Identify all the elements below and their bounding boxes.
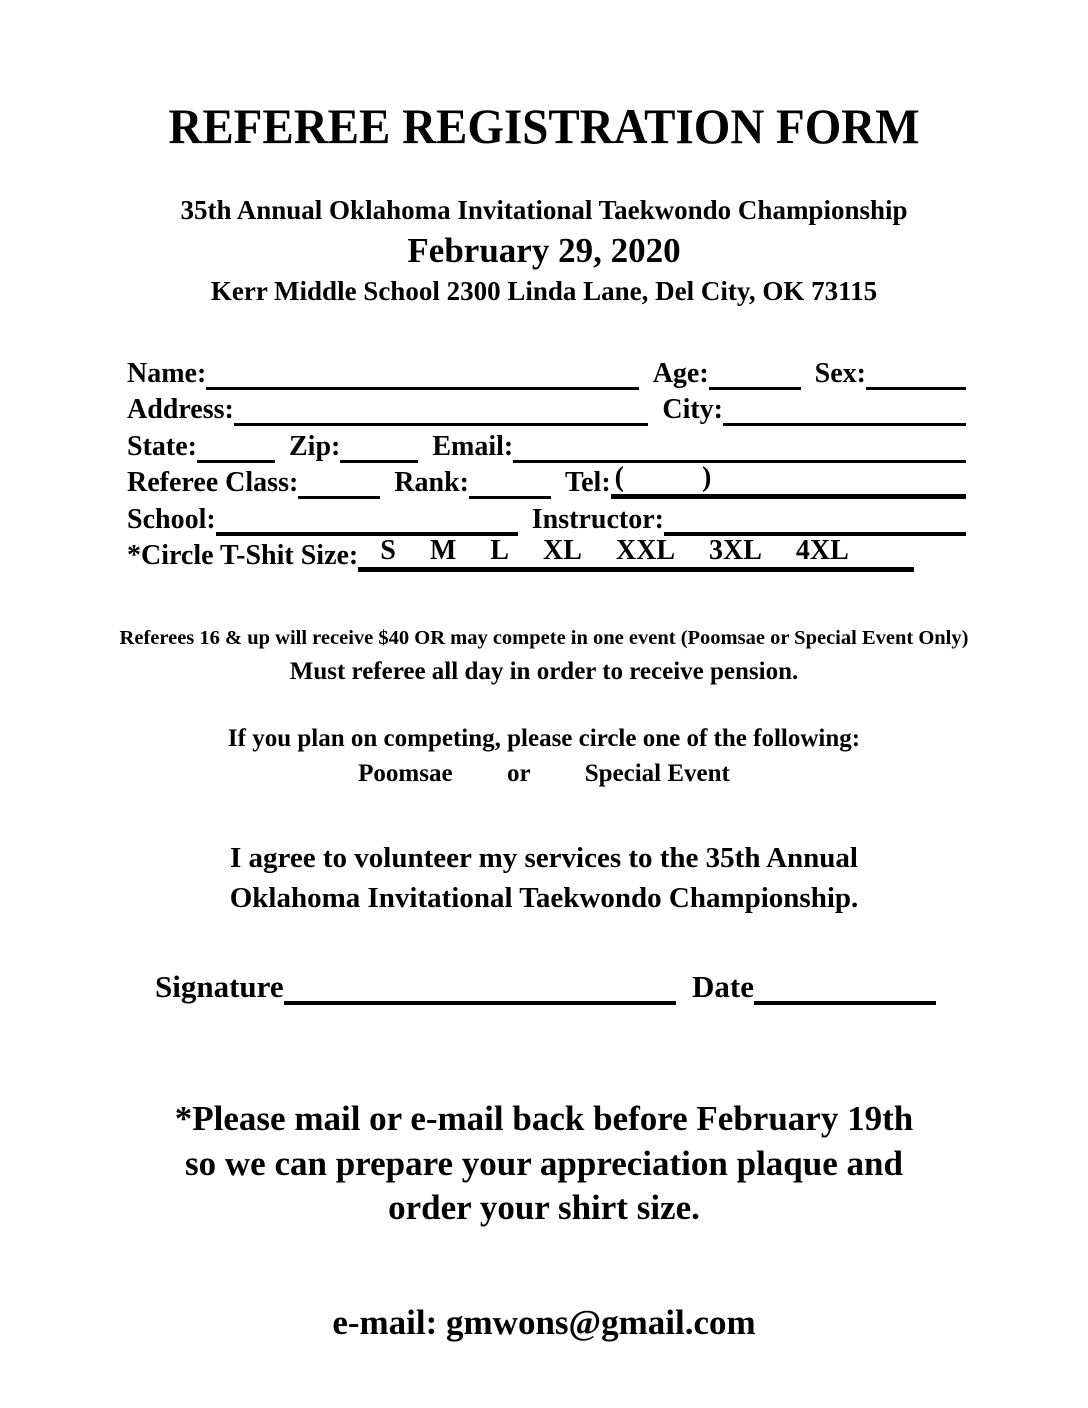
city-input-line[interactable]	[723, 393, 966, 426]
tel-label: Tel:	[565, 467, 611, 499]
sex-input-line[interactable]	[866, 357, 966, 390]
agreement-line1: I agree to volunteer my services to the 35th Annual	[229, 841, 858, 874]
sex-label: Sex:	[814, 357, 866, 389]
shirt-size-option-l[interactable]: L	[490, 535, 509, 567]
referee-class-input-line[interactable]	[298, 466, 380, 499]
option-poomsae[interactable]: Poomsae	[358, 759, 453, 787]
mail-back-note	[0, 1097, 1088, 1231]
pension-note-line2: Must referee all day in order to receive pension.	[289, 658, 799, 686]
compete-options	[0, 760, 1088, 788]
city-label: City:	[662, 394, 723, 426]
shirt-size-label: *Circle T-Shit Size:	[127, 540, 359, 572]
shirt-size-option-xl[interactable]: XL	[542, 535, 582, 567]
date-input-line[interactable]	[754, 967, 936, 1005]
form-fields	[127, 353, 966, 572]
option-special-event[interactable]: Special Event	[584, 759, 730, 787]
name-label: Name:	[127, 357, 207, 389]
shirt-size-option-3xl[interactable]: 3XL	[709, 535, 762, 567]
signature-row	[155, 963, 936, 1005]
contact-email: e-mail: gmwons@gmail.com	[332, 1303, 756, 1343]
option-conjunction: or	[507, 759, 531, 787]
mail-note-line2: so we can prepare your appreciation plaque and	[185, 1143, 903, 1183]
zip-label: Zip:	[288, 430, 341, 462]
address-input-line[interactable]	[234, 393, 649, 426]
pension-note-line1: Referees 16 & up will receive $40 OR may compete in one event (Poomsae or Special Event Only)	[119, 627, 969, 650]
mail-note-line3: order your shirt size.	[388, 1188, 700, 1228]
tel-input-line[interactable]	[611, 458, 966, 500]
form-row-address-city	[127, 390, 966, 427]
rank-label: Rank:	[394, 467, 469, 499]
agreement-line2: Oklahoma Invitational Taekwondo Championship.	[229, 882, 859, 915]
shirt-size-option-4xl[interactable]: 4XL	[795, 535, 849, 567]
shirt-size-option-s[interactable]: S	[380, 535, 396, 567]
instructor-label: Instructor:	[531, 503, 664, 535]
name-input-line[interactable]	[206, 357, 638, 390]
rank-input-line[interactable]	[469, 466, 551, 499]
page-title: REFEREE REGISTRATION FORM	[168, 100, 920, 155]
event-name: 35th Annual Oklahoma Invitational Taekwondo Championship	[180, 194, 908, 225]
age-label: Age:	[652, 357, 709, 389]
shirt-size-option-m[interactable]: M	[429, 535, 457, 567]
signature-label: Signature	[155, 968, 284, 1004]
state-label: State:	[127, 430, 197, 462]
address-label: Address:	[127, 394, 234, 426]
state-input-line[interactable]	[197, 430, 275, 463]
event-date: February 29, 2020	[407, 231, 681, 271]
school-label: School:	[127, 503, 216, 535]
age-input-line[interactable]	[709, 357, 801, 390]
form-row-name-age-sex	[127, 353, 966, 390]
zip-input-line[interactable]	[340, 430, 418, 463]
agreement-statement	[0, 838, 1088, 919]
event-location: Kerr Middle School 2300 Linda Lane, Del City, OK 73115	[210, 276, 878, 307]
tel-open-paren: (	[614, 462, 624, 494]
shirt-size-option-xxl[interactable]: XXL	[615, 535, 675, 567]
signature-input-line[interactable]	[284, 967, 676, 1005]
tel-close-paren: )	[701, 462, 712, 494]
shirt-size-options	[358, 531, 914, 573]
email-label: Email:	[432, 430, 514, 462]
compete-prompt: If you plan on competing, please circle one of the following:	[227, 725, 861, 753]
date-label: Date	[692, 968, 754, 1004]
referee-class-label: Referee Class:	[127, 467, 299, 499]
mail-note-line1: *Please mail or e-mail back before February 19th	[174, 1098, 914, 1138]
form-row-class-rank-tel	[127, 463, 966, 500]
form-row-shirt-size	[127, 536, 966, 573]
